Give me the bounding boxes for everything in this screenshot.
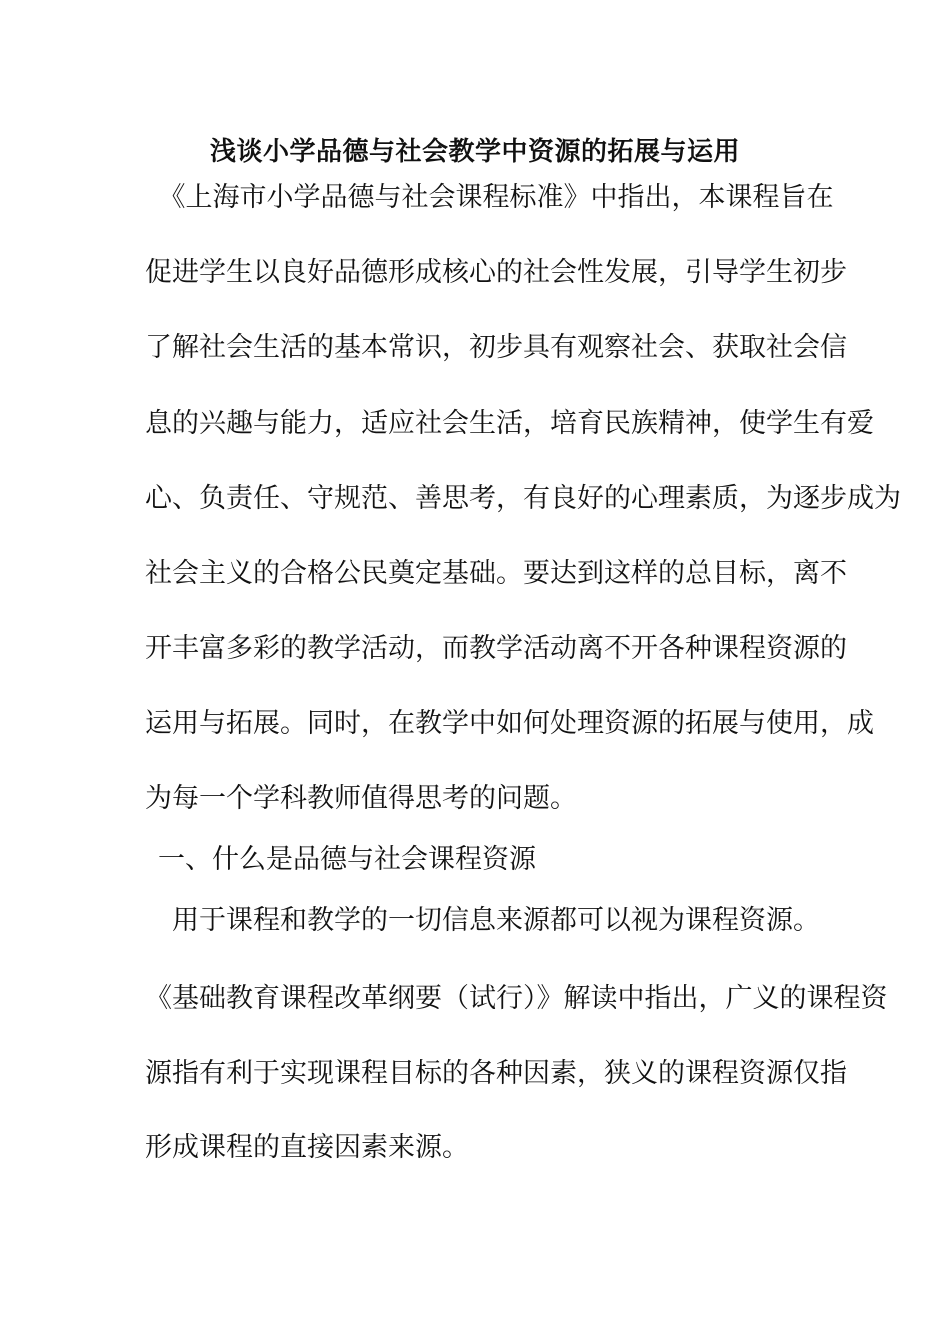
paragraph-1-line-1: 《上海市小学品德与社会课程标准》中指出，本课程旨在 bbox=[145, 182, 834, 213]
paragraph-1-line-7: 开丰富多彩的教学活动，而教学活动离不开各种课程资源的 bbox=[145, 633, 847, 664]
paragraph-1-line-3: 了解社会生活的基本常识，初步具有观察社会、获取社会信 bbox=[145, 332, 847, 363]
section-1-heading: 一、什么是品德与社会课程资源 bbox=[158, 844, 536, 875]
paragraph-1-line-6: 社会主义的合格公民奠定基础。要达到这样的总目标，离不 bbox=[145, 558, 847, 589]
paragraph-2-line-4: 形成课程的直接因素来源。 bbox=[145, 1132, 469, 1163]
paragraph-2-line-1: 用于课程和教学的一切信息来源都可以视为课程资源。 bbox=[145, 905, 820, 936]
paragraph-1-line-4: 息的兴趣与能力，适应社会生活，培育民族精神，使学生有爱 bbox=[145, 408, 874, 439]
document-title: 浅谈小学品德与社会教学中资源的拓展与运用 bbox=[209, 137, 740, 167]
paragraph-1-line-9: 为每一个学科教师值得思考的问题。 bbox=[145, 783, 577, 814]
paragraph-2-line-3: 源指有利于实现课程目标的各种因素，狭义的课程资源仅指 bbox=[145, 1058, 847, 1089]
paragraph-1-line-2: 促进学生以良好品德形成核心的社会性发展，引导学生初步 bbox=[145, 257, 847, 288]
paragraph-1-line-5: 心、负责任、守规范、善思考，有良好的心理素质，为逐步成为 bbox=[145, 483, 901, 514]
paragraph-2-line-2: 《基础教育课程改革纲要（试行）》解读中指出，广义的课程资 bbox=[145, 983, 888, 1014]
paragraph-1-line-8: 运用与拓展。同时，在教学中如何处理资源的拓展与使用，成 bbox=[145, 708, 874, 739]
